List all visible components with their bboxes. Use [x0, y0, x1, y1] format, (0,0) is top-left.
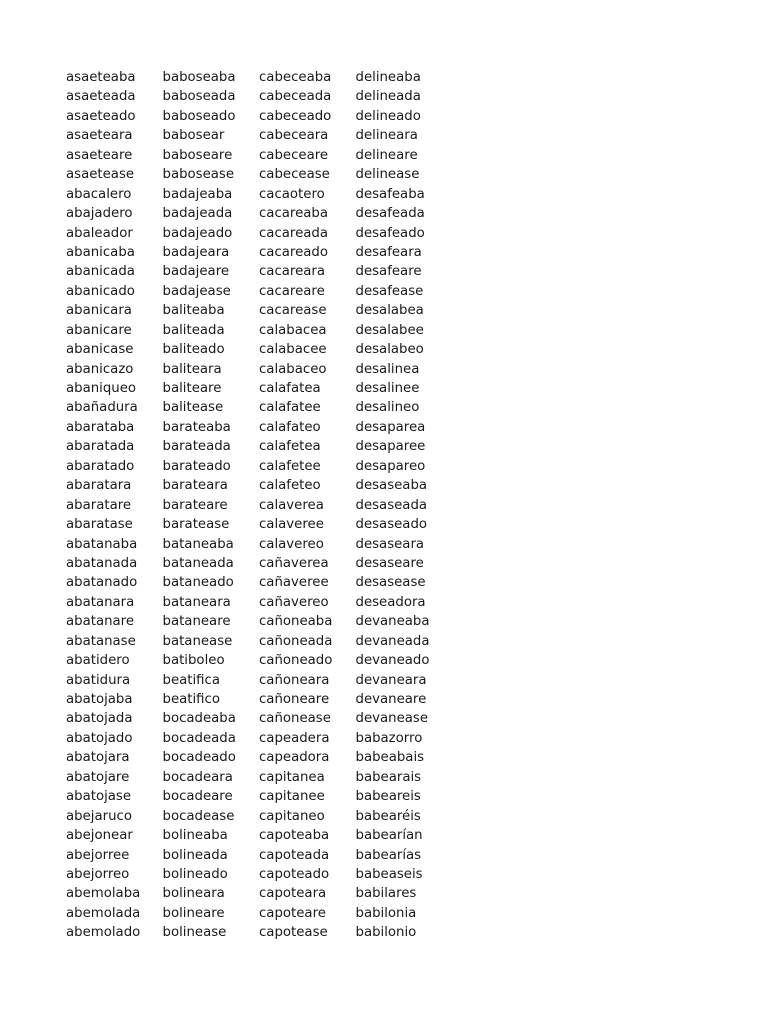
word-entry: abaniqueo	[66, 381, 137, 396]
word-entry: cabeceada	[259, 89, 332, 105]
word-entry: devaneada	[355, 633, 430, 649]
word-entry: abaratada	[66, 439, 135, 455]
word-entry: abaratado	[66, 458, 135, 474]
word-entry: calafeteo	[259, 478, 321, 494]
word-entry: abatanara	[66, 594, 135, 610]
word-entry: deseadora	[355, 594, 426, 610]
word-entry: delineado	[355, 108, 421, 124]
word-entry: abatojado	[66, 730, 133, 746]
word-entry: baboseada	[162, 89, 236, 105]
word-entry: cacareaba	[259, 206, 329, 222]
word-entry: babilonio	[355, 925, 417, 941]
word-entry: bocadeare	[162, 789, 233, 805]
word-entry: desasease	[355, 575, 426, 591]
word-entry: babeabais	[355, 750, 425, 766]
word-entry: capitanee	[259, 789, 325, 805]
word-entry: calaveree	[259, 517, 324, 533]
word-entry: badajeada	[162, 206, 233, 222]
word-entry: asaeteado	[66, 108, 136, 124]
word-entry: abanicara	[66, 303, 132, 319]
word-entry: bocadeado	[162, 750, 236, 766]
word-entry: babearías	[355, 847, 422, 863]
word-entry: delineara	[355, 128, 418, 144]
word-entry: abaratare	[66, 497, 132, 513]
word-entry: capoteare	[259, 905, 326, 921]
word-entry: desaseare	[355, 555, 424, 571]
word-entry: cañaverea	[259, 555, 329, 571]
word-entry: bocadease	[162, 808, 235, 824]
word-entry: devaneaba	[355, 614, 430, 630]
word-entry: bocadeaba	[162, 711, 236, 727]
word-entry: cabecease	[259, 167, 330, 183]
word-entry: bolineara	[162, 886, 225, 902]
word-entry: barateaba	[162, 419, 231, 435]
word-entry: abejorreo	[66, 866, 130, 882]
word-entry: desaseaba	[355, 478, 428, 494]
word-entry: bolineaba	[162, 828, 228, 844]
word-entry: babearéis	[355, 808, 421, 824]
word-entry: delineare	[355, 147, 418, 163]
word-entry: capitaneo	[259, 808, 325, 824]
word-entry: abejaruco	[66, 808, 132, 824]
word-entry: asaeteara	[66, 128, 133, 144]
word-entry: delineada	[355, 89, 421, 105]
word-entry: devanease	[355, 711, 429, 727]
word-entry: baboseare	[162, 147, 233, 163]
word-entry: calabaceo	[259, 361, 327, 377]
word-entry: cacarease	[259, 303, 327, 319]
word-entry: calafatee	[259, 400, 321, 416]
word-entry: baliteare	[162, 381, 222, 396]
word-entry: calaverea	[259, 497, 324, 513]
word-entry: devaneado	[355, 653, 430, 669]
word-entry: capotease	[259, 925, 328, 941]
word-entry: abacalero	[66, 186, 132, 202]
word-entry: abatanaba	[66, 536, 138, 552]
word-entry: babosease	[162, 167, 235, 183]
word-entry: abatojara	[66, 750, 130, 766]
word-entry: bolineado	[162, 866, 228, 882]
word-entry: babeareis	[355, 789, 421, 805]
word-entry: abatanado	[66, 575, 138, 591]
word-entry: delineaba	[355, 70, 421, 85]
word-entry: abatojase	[66, 789, 132, 805]
word-entry: barateare	[162, 497, 228, 513]
word-entry: bataneara	[162, 594, 231, 610]
word-entry: babosear	[162, 128, 225, 144]
word-entry: beatifica	[162, 672, 221, 688]
word-entry: cañoneado	[259, 653, 333, 669]
word-entry: capoteado	[259, 866, 330, 882]
word-entry: abajadero	[66, 206, 133, 222]
word-entry: cacaotero	[259, 186, 325, 202]
word-entry: batanease	[162, 633, 233, 649]
word-entry: babearían	[355, 828, 423, 844]
word-entry: badajeara	[162, 244, 230, 260]
word-entry: cañoneara	[259, 672, 330, 688]
word-entry: capeadera	[259, 730, 330, 746]
word-entry: babilonia	[355, 905, 417, 921]
word-entry: desalabea	[355, 303, 424, 319]
word-entry: desafeare	[355, 264, 422, 280]
word-entry: abatidero	[66, 653, 130, 669]
word-entry: batiboleo	[162, 653, 225, 669]
word-entry: cañoneada	[259, 633, 333, 649]
word-entry: cacareara	[259, 264, 326, 280]
word-entry: asaeteaba	[66, 70, 136, 85]
word-entry: abanicaba	[66, 244, 135, 260]
word-entry: desafeara	[355, 244, 422, 260]
word-entry: bocadeada	[162, 730, 236, 746]
word-entry: baliteado	[162, 342, 225, 358]
word-entry: desafease	[355, 283, 424, 299]
word-entry: baboseado	[162, 108, 236, 124]
word-entry: baliteara	[162, 361, 222, 377]
word-entry: abaratara	[66, 478, 132, 494]
word-entry: baboseaba	[162, 70, 236, 85]
word-entry: barateado	[162, 458, 231, 474]
word-entry: asaetease	[66, 167, 135, 183]
word-entry: bolineare	[162, 905, 225, 921]
word-entry: abejonear	[66, 828, 133, 844]
word-entry: baliteada	[162, 322, 225, 338]
word-entry: barateara	[162, 478, 228, 494]
word-entry: desaparee	[355, 439, 426, 455]
word-entry: desalineo	[355, 400, 420, 416]
word-entry: calavereo	[259, 536, 324, 552]
word-entry: balitease	[162, 400, 224, 416]
word-entry: devaneara	[355, 672, 427, 688]
word-entry: abatidura	[66, 672, 131, 688]
word-entry: desafeado	[355, 225, 425, 241]
word-entry: bolineada	[162, 847, 228, 863]
word-entry: abañadura	[66, 400, 138, 416]
word-entry: calafetea	[259, 439, 321, 455]
word-entry: cabeceaba	[259, 70, 332, 85]
word-entry: abatanare	[66, 614, 135, 630]
word-entry: bolinease	[162, 925, 227, 941]
word-entry: capeadora	[259, 750, 330, 766]
word-entry: calafateo	[259, 419, 321, 435]
word-entry: desaseara	[355, 536, 425, 552]
word-entry: desaseado	[355, 517, 428, 533]
word-entry: abanicare	[66, 322, 132, 338]
word-entry: babilares	[355, 886, 417, 902]
word-entry: abemolado	[66, 925, 141, 941]
word-entry: cañaveree	[259, 575, 329, 591]
word-entry: capoteada	[259, 847, 330, 863]
word-entry: calabacee	[259, 342, 327, 358]
word-entry: abanicase	[66, 342, 134, 358]
word-entry: cañonease	[259, 711, 331, 727]
word-entry: desaseada	[355, 497, 428, 513]
word-entry: bataneada	[162, 555, 234, 571]
word-entry: calafetee	[259, 458, 321, 474]
word-entry: badajease	[162, 283, 231, 299]
word-entry: abemolaba	[66, 886, 141, 902]
word-entry: abemolada	[66, 905, 141, 921]
word-list-page	[66, 68, 706, 943]
word-entry: cacareado	[259, 244, 328, 260]
word-entry: desapareo	[355, 458, 426, 474]
word-entry: cañoneare	[259, 692, 330, 707]
word-entry: cañoneaba	[259, 614, 333, 630]
word-entry: abaratase	[66, 517, 133, 533]
word-entry: abanicado	[66, 283, 135, 299]
word-entry: cabeceara	[259, 128, 329, 144]
word-entry: abatanada	[66, 555, 138, 571]
word-entry: cañavereo	[259, 594, 329, 610]
word-entry: bocadeara	[162, 769, 233, 785]
word-entry: babazorro	[355, 730, 423, 746]
word-entry: cacareare	[259, 283, 325, 299]
word-entry: cabeceare	[259, 147, 329, 163]
word-entry: abanicada	[66, 264, 135, 280]
word-entry: beatifico	[162, 692, 220, 707]
word-entry: capitanea	[259, 769, 325, 785]
word-entry: bataneaba	[162, 536, 234, 552]
word-entry: desalabee	[355, 322, 424, 338]
word-entry: desalabeo	[355, 342, 424, 358]
word-entry: abatanase	[66, 633, 136, 649]
word-entry: desalinee	[355, 381, 420, 396]
word-entry: asaeteare	[66, 147, 133, 163]
word-entry: abatojare	[66, 769, 130, 785]
word-entry: barateada	[162, 439, 231, 455]
word-entry: abatojada	[66, 711, 133, 727]
word-entry: desaparea	[355, 419, 426, 435]
word-entry: bataneare	[162, 614, 231, 630]
word-entry: bataneado	[162, 575, 234, 591]
word-entry: capoteara	[259, 886, 327, 902]
word-entry: baratease	[162, 517, 230, 533]
word-entry: devaneare	[355, 692, 427, 707]
word-entry: abejorree	[66, 847, 130, 863]
word-entry: badajeado	[162, 225, 233, 241]
word-entry: abaleador	[66, 225, 133, 241]
word-entry: calabacea	[259, 322, 327, 338]
word-entry: abanicazo	[66, 361, 134, 377]
word-entry: abarataba	[66, 419, 135, 435]
word-entry: badajeaba	[162, 186, 233, 202]
word-entry: desafeaba	[355, 186, 425, 202]
word-entry: cacareada	[259, 225, 329, 241]
word-entry: baliteaba	[162, 303, 225, 319]
word-entry: delinease	[355, 167, 420, 183]
word-entry: calafatea	[259, 381, 321, 396]
word-entry: desalinea	[355, 361, 420, 377]
word-entry: asaeteada	[66, 89, 136, 105]
word-entry: desafeada	[355, 206, 425, 222]
word-entry: babearais	[355, 769, 422, 785]
word-entry: abatojaba	[66, 692, 133, 707]
word-grid	[66, 68, 706, 943]
word-entry: babeaseis	[355, 866, 423, 882]
word-entry: badajeare	[162, 264, 230, 280]
word-entry: cabeceado	[259, 108, 332, 124]
word-entry: capoteaba	[259, 828, 330, 844]
